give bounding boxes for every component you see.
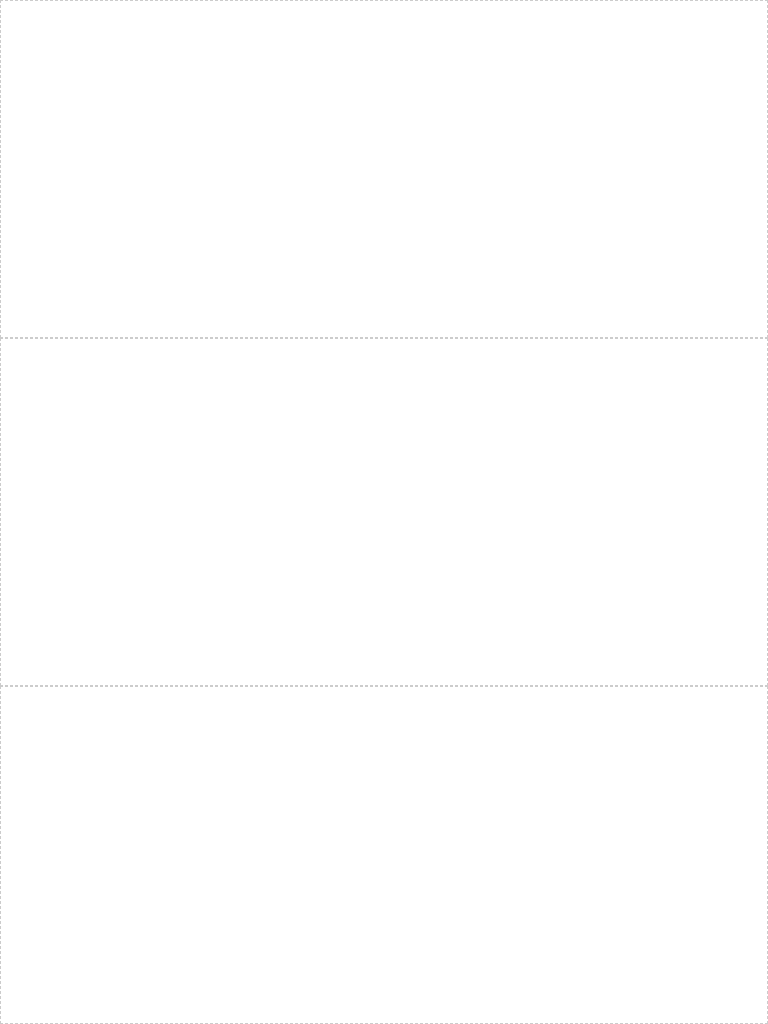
panel-bottom [0, 686, 768, 1024]
panel-top [0, 0, 768, 338]
panel-middle [0, 338, 768, 686]
